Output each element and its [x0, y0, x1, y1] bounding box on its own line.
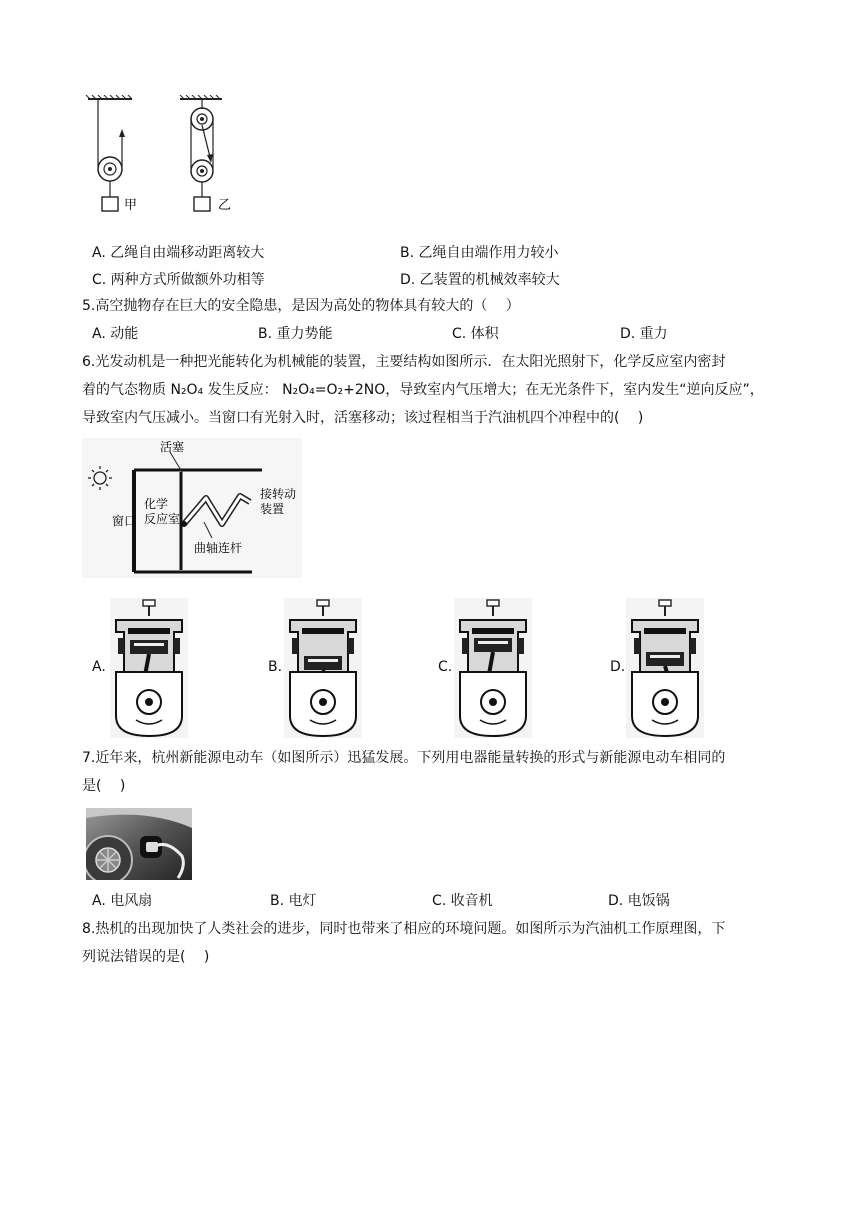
fig-label-window: 窗口 — [112, 514, 137, 528]
q5-option-d[interactable]: D. 重力 — [620, 326, 668, 342]
engine-diagram-a — [110, 598, 188, 738]
q7-option-c[interactable]: C. 收音机 — [432, 893, 493, 909]
q7-option-a[interactable]: A. 电风扇 — [92, 893, 153, 909]
q6-stem-line1: 6.光发动机是一种把光能转化为机械能的装置，主要结构如图所示．在太阳光照射下，化学反应室内密封 — [82, 354, 726, 370]
q5-option-c[interactable]: C. 体积 — [452, 326, 499, 342]
engine-diagram-c — [454, 598, 532, 738]
engine-diagram-b — [284, 598, 362, 738]
q4-option-b[interactable]: B. 乙绳自由端作用力较小 — [400, 245, 559, 261]
q6-stem-line2: 着的气态物质 N₂O₄ 发生反应： N₂O₄=O₂+2NO，导致室内气压增大；在无光条件下，室内发生“逆向反应”， — [82, 382, 764, 398]
light-engine-figure — [82, 438, 302, 578]
q6-option-b[interactable]: B. — [268, 659, 283, 675]
q5-stem: 5.高空抛物存在巨大的安全隐患，是因为高处的物体具有较大的（ ） — [82, 298, 520, 314]
q4-option-d[interactable]: D. 乙装置的机械效率较大 — [400, 272, 560, 288]
q4-option-c[interactable]: C. 两种方式所做额外功相等 — [92, 272, 265, 288]
pulley-figure — [84, 95, 254, 220]
q5-option-a[interactable]: A. 动能 — [92, 326, 139, 342]
q8-stem-line2: 列说法错误的是( ) — [82, 949, 210, 965]
q6-stem-line3: 导致室内气压减小。当窗口有光射入时，活塞移动；该过程相当于汽油机四个冲程中的( ) — [82, 410, 644, 426]
fig-label-chamber: 化学反应室 — [144, 497, 181, 526]
q7-option-b[interactable]: B. 电灯 — [270, 893, 317, 909]
fig-label-crank: 曲轴连杆 — [194, 541, 243, 555]
fig-label-piston: 活塞 — [160, 440, 185, 454]
q6-option-a[interactable]: A. — [92, 659, 106, 675]
q6-option-c[interactable]: C. — [438, 659, 453, 675]
q8-stem-line1: 8.热机的出现加快了人类社会的进步，同时也带来了相应的环境问题。如图所示为汽油机工作原理图，下 — [82, 921, 726, 937]
label-yi: 乙 — [218, 198, 232, 213]
engine-diagram-d — [626, 598, 704, 738]
q6-option-d[interactable]: D. — [610, 659, 626, 675]
q4-option-a[interactable]: A. 乙绳自由端移动距离较大 — [92, 245, 265, 261]
fig-label-drive: 接转动装置 — [260, 487, 297, 516]
ev-charging-photo — [86, 808, 192, 880]
label-jia: 甲 — [124, 198, 138, 213]
q7-option-d[interactable]: D. 电饭锅 — [608, 893, 670, 909]
q7-stem-line2: 是( ) — [82, 778, 126, 794]
q7-stem-line1: 7.近年来，杭州新能源电动车（如图所示）迅猛发展。下列用电器能量转换的形式与新能源电动车相同的 — [82, 750, 726, 766]
q5-option-b[interactable]: B. 重力势能 — [258, 326, 333, 342]
